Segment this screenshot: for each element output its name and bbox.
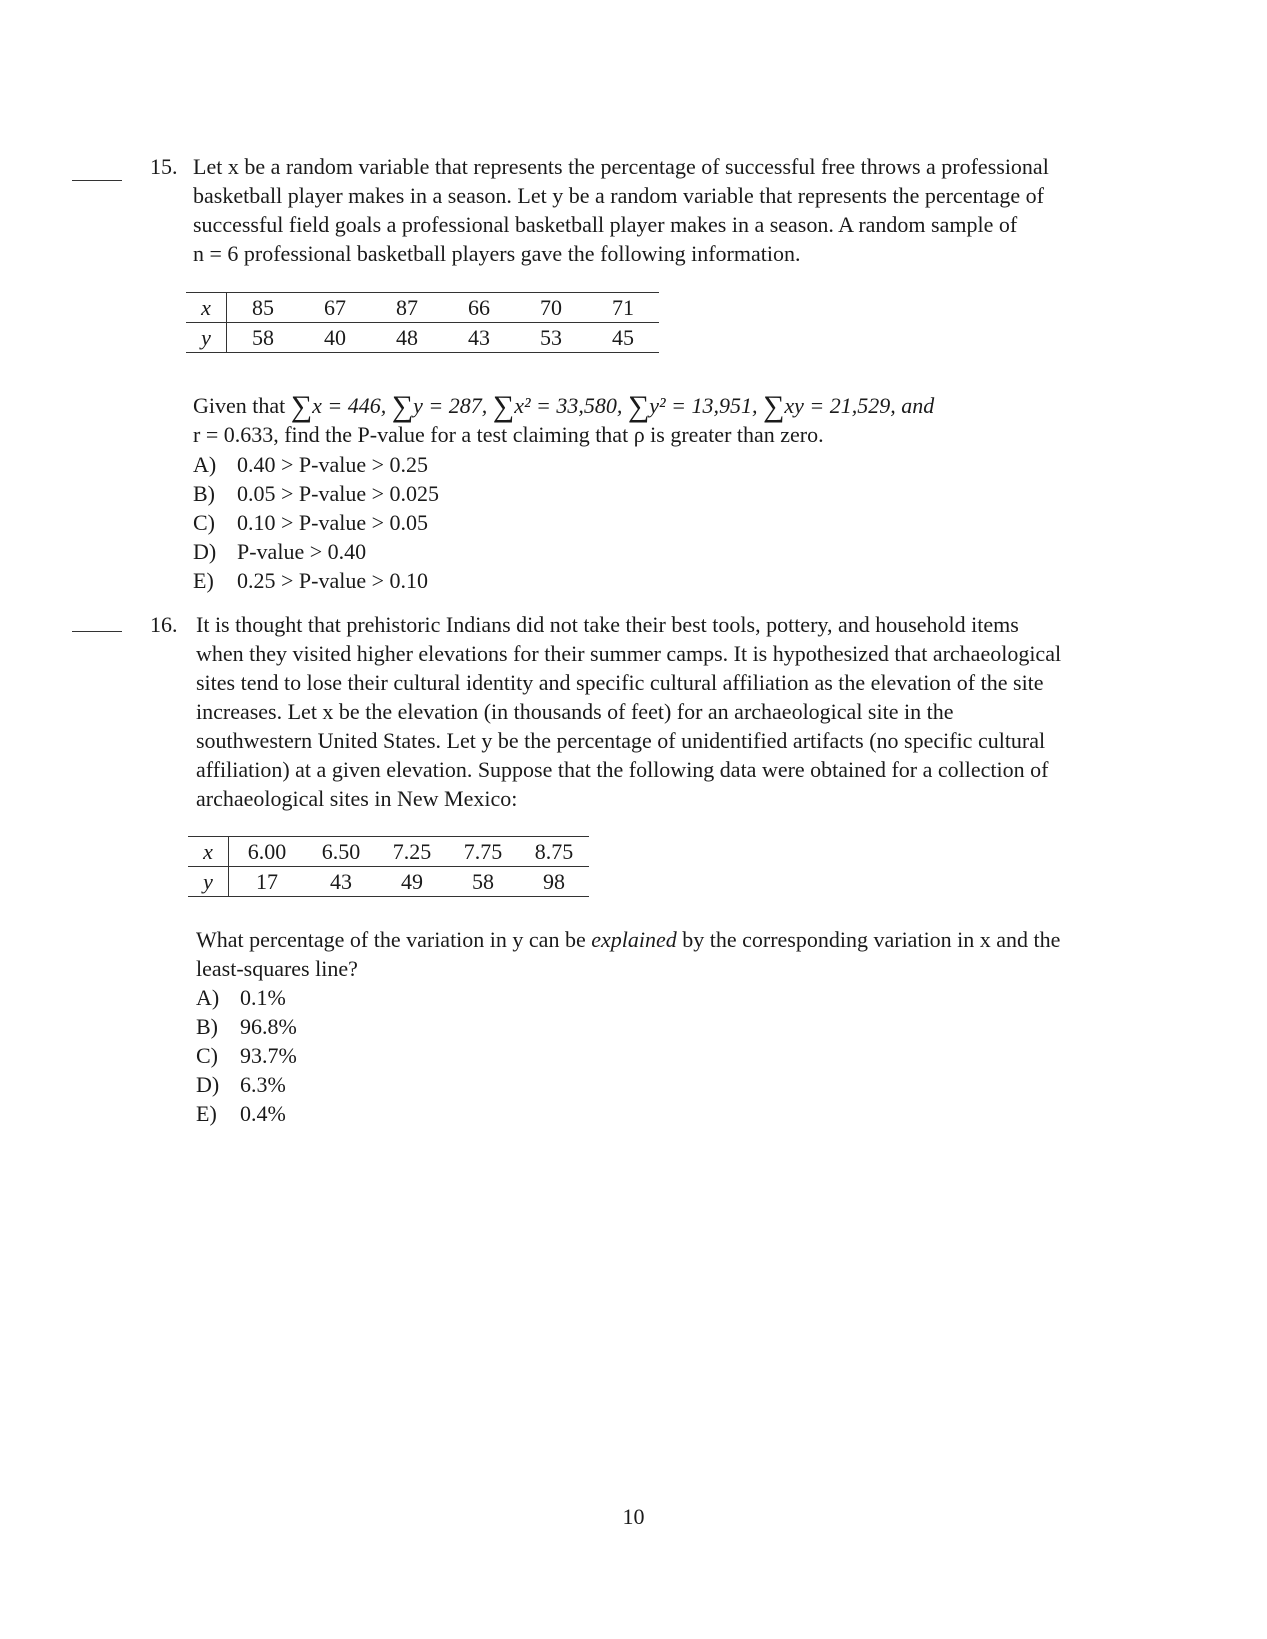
q16-line-3: sites tend to lose their cultural identity and specific cultural affiliation as the elevation of the site <box>196 670 1044 695</box>
table-cell: 53 <box>515 323 587 353</box>
choice-c[interactable] <box>196 1041 297 1070</box>
table-cell: 58 <box>227 323 300 353</box>
choice-e[interactable] <box>196 1099 297 1128</box>
q15-data-table <box>186 292 659 353</box>
choice-e[interactable] <box>193 566 439 595</box>
sum-x: x = 446, <box>312 393 387 418</box>
q16-stem-line-2: least-squares line? <box>196 956 358 981</box>
choice-a[interactable] <box>193 450 439 479</box>
choice-text: 0.05 > P-value > 0.025 <box>237 481 440 506</box>
stem-part1: What percentage of the variation in y can be <box>196 927 586 952</box>
q16-choices <box>196 983 297 1128</box>
choice-text: P-value > 0.40 <box>237 539 367 564</box>
question-number-16: 16. <box>150 612 178 637</box>
q15-line-4: n = 6 professional basketball players gave the following information. <box>193 241 801 266</box>
choice-text: 93.7% <box>240 1043 297 1068</box>
q16-line-1: It is thought that prehistoric Indians did not take their best tools, pottery, and household items <box>196 612 1019 637</box>
choice-text: 0.4% <box>240 1101 286 1126</box>
page-number: 10 <box>622 1504 645 1529</box>
q16-line-5: southwestern United States. Let y be the percentage of unidentified artifacts (no specific cultural <box>196 728 1046 753</box>
answer-blank-15[interactable] <box>72 180 122 181</box>
q15-given-line-2: r = 0.633, find the P-value for a test claiming that ρ is greater than zero. <box>193 422 824 447</box>
table-cell: 45 <box>587 323 659 353</box>
table-cell: 7.75 <box>447 837 519 867</box>
sigma-symbol: ∑ <box>763 390 785 423</box>
choice-text: 0.40 > P-value > 0.25 <box>237 452 429 477</box>
q16-line-6: affiliation) at a given elevation. Suppose that the following data were obtained for a collection of <box>196 757 1049 782</box>
choice-letter: A) <box>196 985 220 1010</box>
table-cell: 85 <box>227 293 300 323</box>
choice-letter: E) <box>193 568 214 593</box>
sum-y: y = 287, <box>413 393 488 418</box>
choice-letter: B) <box>193 481 215 506</box>
q15-choices <box>193 450 439 595</box>
table-cell: 48 <box>371 323 443 353</box>
choice-letter: B) <box>196 1014 218 1039</box>
table-cell: 71 <box>587 293 659 323</box>
q16-line-4: increases. Let x be the elevation (in thousands of feet) for an archaeological site in the <box>196 699 954 724</box>
table-cell: 43 <box>443 323 515 353</box>
stem-part2: by the corresponding variation in x and the <box>682 927 1061 952</box>
table-cell: 58 <box>447 867 519 897</box>
q15-given <box>193 389 1143 449</box>
choice-text: 0.10 > P-value > 0.05 <box>237 510 429 535</box>
sigma-symbol: ∑ <box>391 390 414 423</box>
choice-text: 0.25 > P-value > 0.10 <box>237 568 429 593</box>
sigma-symbol: ∑ <box>290 390 313 423</box>
sigma-symbol: ∑ <box>627 390 650 423</box>
q15-given-line-1 <box>193 389 1143 423</box>
choice-text: 6.3% <box>240 1072 286 1097</box>
table-cell: 70 <box>515 293 587 323</box>
q16-data-table <box>188 836 589 897</box>
sum-xy: xy = 21,529, and <box>784 393 935 418</box>
table-cell: 17 <box>229 867 306 897</box>
x-label: x <box>186 293 227 323</box>
choice-letter: D) <box>196 1072 220 1097</box>
question-16-text <box>196 610 1136 813</box>
choice-letter: E) <box>196 1101 217 1126</box>
x-label: x <box>188 837 229 867</box>
q15-line-2: basketball player makes in a season. Let y be a random variable that represents the percentage of <box>193 183 1044 208</box>
q15-line-3: successful field goals a professional basketball player makes in a season. A random sample of <box>193 212 1018 237</box>
y-label: y <box>188 867 229 897</box>
table-row <box>188 837 589 867</box>
choice-text: 0.1% <box>240 985 286 1010</box>
choice-letter: A) <box>193 452 217 477</box>
choice-c[interactable] <box>193 508 439 537</box>
q16-stem <box>196 925 1146 983</box>
question-number-15: 15. <box>150 154 178 179</box>
choice-letter: C) <box>196 1043 218 1068</box>
choice-b[interactable] <box>196 1012 297 1041</box>
table-cell: 67 <box>299 293 371 323</box>
choice-text: 96.8% <box>240 1014 297 1039</box>
choice-a[interactable] <box>196 983 297 1012</box>
answer-blank-16[interactable] <box>72 631 122 632</box>
table-row <box>186 293 659 323</box>
table-cell: 87 <box>371 293 443 323</box>
table-cell: 40 <box>299 323 371 353</box>
table-cell: 66 <box>443 293 515 323</box>
table-row <box>188 867 589 897</box>
choice-d[interactable] <box>193 537 439 566</box>
table-cell: 6.00 <box>229 837 306 867</box>
choice-letter: D) <box>193 539 217 564</box>
table-cell: 43 <box>305 867 377 897</box>
sum-x2: x² = 33,580, <box>514 393 623 418</box>
q16-line-7: archaeological sites in New Mexico: <box>196 786 518 811</box>
q16-line-2: when they visited higher elevations for their summer camps. It is hypothesized that archaeological <box>196 641 1062 666</box>
table-cell: 98 <box>519 867 589 897</box>
stem-emphasis: explained <box>591 927 677 952</box>
sum-y2: y² = 13,951, <box>649 393 758 418</box>
table-cell: 8.75 <box>519 837 589 867</box>
table-cell: 6.50 <box>305 837 377 867</box>
q15-line-1: Let x be a random variable that represents the percentage of successful free throws a professional <box>193 154 1049 179</box>
table-row <box>186 323 659 353</box>
choice-letter: C) <box>193 510 215 535</box>
choice-b[interactable] <box>193 479 439 508</box>
choice-d[interactable] <box>196 1070 297 1099</box>
sigma-symbol: ∑ <box>492 390 515 423</box>
q16-stem-line-1 <box>196 925 1146 954</box>
table-cell: 49 <box>377 867 447 897</box>
table-cell: 7.25 <box>377 837 447 867</box>
y-label: y <box>186 323 227 353</box>
question-15-text <box>193 152 1123 268</box>
given-prefix: Given that <box>193 393 286 418</box>
